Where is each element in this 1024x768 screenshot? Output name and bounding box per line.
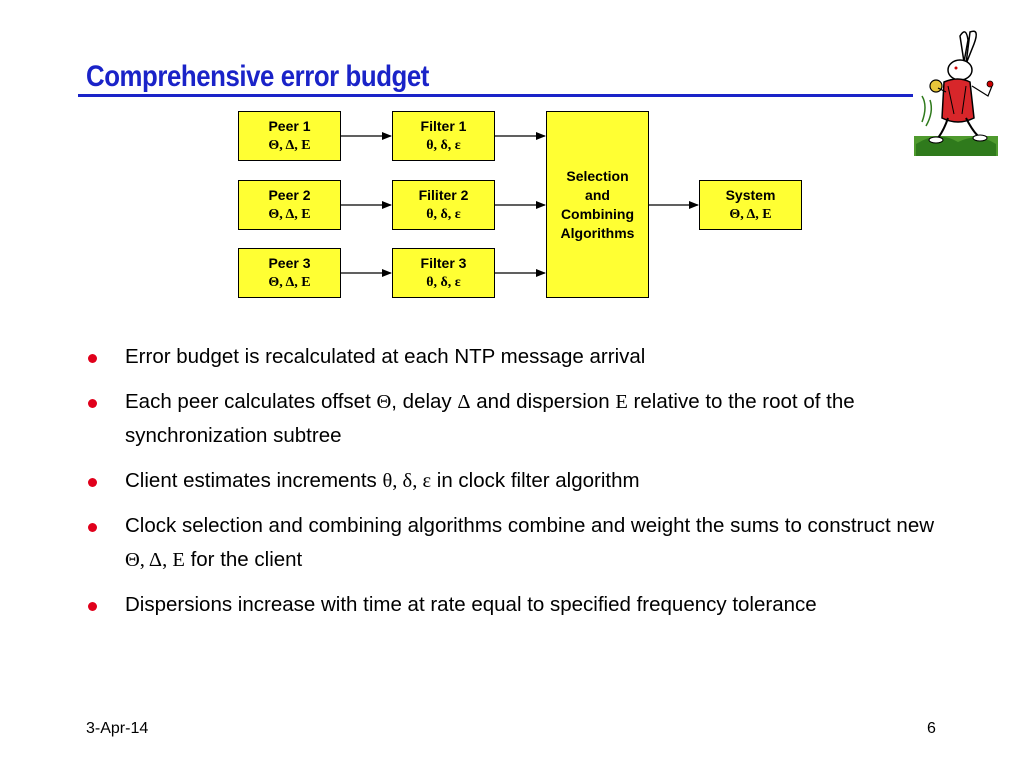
peer-3-label: Peer 3: [268, 255, 311, 271]
greek-symbol: Θ, Δ, Ε: [125, 549, 185, 571]
filter-1-box: [392, 111, 495, 161]
peer-3-box: [238, 248, 341, 298]
peer-2-symbols: Θ, Δ, Ε: [268, 207, 311, 222]
bullet-text: Client estimates increments: [125, 469, 383, 492]
peer-2-box: [238, 180, 341, 230]
greek-symbol: Δ: [457, 391, 471, 413]
filter-1-symbols: θ, δ, ε: [426, 138, 461, 153]
footer-date: 3-Apr-14: [86, 720, 149, 737]
bullet-dot: [88, 478, 97, 487]
bullet-item-4: [88, 509, 938, 577]
greek-symbol: θ, δ, ε: [382, 470, 432, 492]
bullet-text: Clock selection and combining algorithms combine and weight the sums to construct new: [125, 514, 935, 537]
peer-2-label: Peer 2: [268, 187, 311, 203]
peer-1-box: [238, 111, 341, 161]
bullet-dot: [88, 399, 97, 408]
filter-2-label: Filiter 2: [418, 187, 469, 203]
bullet-item-2: [88, 385, 938, 453]
peer-1-label: Peer 1: [268, 118, 311, 134]
bullet-item-3: [88, 464, 938, 498]
greek-symbol: Θ: [376, 391, 392, 413]
system-symbols: Θ, Δ, Ε: [729, 207, 772, 222]
white-rabbit-icon: [908, 26, 1000, 158]
bullet-text: in clock filter algorithm: [431, 469, 640, 492]
system-box: [699, 180, 802, 230]
bullet-dot: [88, 602, 97, 611]
filter-3-label: Filter 3: [420, 255, 467, 271]
filter-2-symbols: θ, δ, ε: [426, 207, 461, 222]
filter-1-label: Filter 1: [420, 118, 467, 134]
bullet-text: Dispersions increase with time at rate equal to specified frequency tolerance: [125, 593, 817, 616]
bullet-text: and dispersion: [470, 390, 616, 413]
selection-line-1: Selection: [566, 167, 629, 184]
greek-symbol: Ε: [615, 391, 628, 413]
bullet-text: , delay: [391, 390, 458, 413]
filter-2-box: [392, 180, 495, 230]
filter-3-symbols: θ, δ, ε: [426, 275, 461, 290]
bullet-item-5: [88, 588, 938, 622]
bullet-text: Error budget is recalculated at each NTP message arrival: [125, 345, 646, 368]
bullet-list: [88, 340, 938, 633]
peer-1-symbols: Θ, Δ, Ε: [268, 138, 311, 153]
bullet-dot: [88, 523, 97, 532]
selection-combining-box: [546, 111, 649, 298]
bullet-text: Each peer calculates offset: [125, 390, 377, 413]
bullet-dot: [88, 354, 97, 363]
bullet-item-1: [88, 340, 938, 374]
bullet-text: relative to the root of the synchronization subtree: [125, 390, 855, 447]
slide-title: Comprehensive error budget: [86, 60, 429, 93]
bullet-text: for the client: [184, 548, 303, 571]
selection-line-4: Algorithms: [560, 224, 635, 241]
filter-3-box: [392, 248, 495, 298]
selection-line-2: and: [585, 186, 610, 203]
selection-line-3: Combining: [560, 205, 635, 222]
title-underline: [78, 94, 913, 97]
footer-page-number: 6: [927, 720, 936, 737]
peer-3-symbols: Θ, Δ, Ε: [268, 275, 311, 290]
system-label: System: [725, 187, 776, 203]
